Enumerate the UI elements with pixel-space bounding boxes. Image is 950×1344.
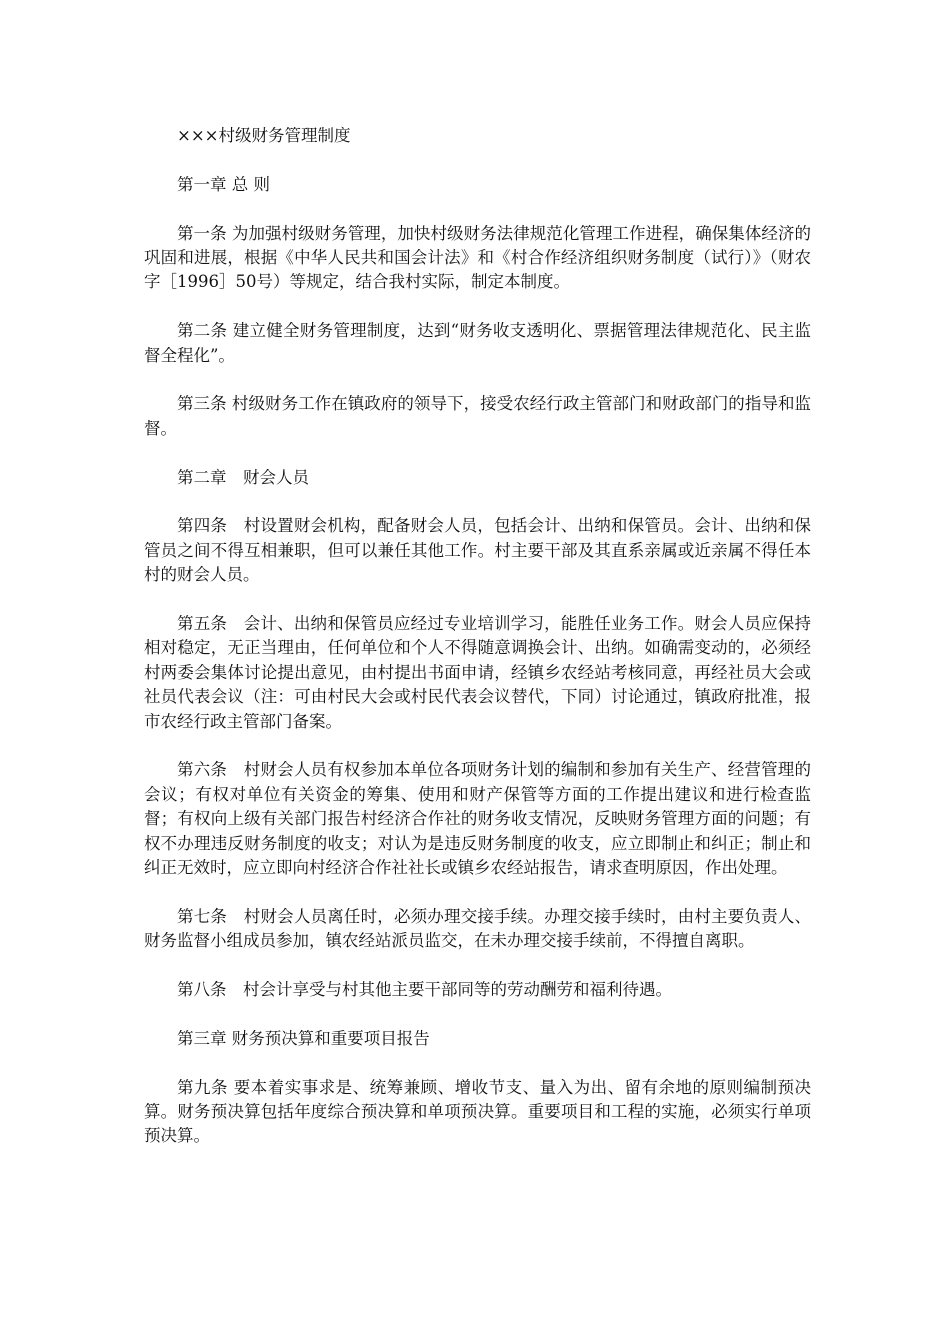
- document-title: ×××村级财务管理制度: [177, 126, 351, 145]
- article-7: 第七条 村财会人员离任时，必须办理交接手续。办理交接手续时，由村主要负责人、财务监督小组成员参加，镇农经站派员监交，在未办理交接手续前，不得擅自离职。: [144, 906, 811, 951]
- document-body: [144, 124, 811, 1173]
- article-4: 第四条 村设置财会机构，配备财会人员，包括会计、出纳和保管员。会计、出纳和保管员之间不得互相兼职，但可以兼任其他工作。村主要干部及其直系亲属或近亲属不得任本村的财会人员。: [144, 516, 811, 585]
- article-8: 第八条 村会计享受与村其他主要干部同等的劳动酬劳和福利待遇。: [177, 980, 672, 1000]
- article-1: 第一条 为加强村级财务管理，加快村级财务法律规范化管理工作进程，确保集体经济的巩固和进展，根据《中华人民共和国会计法》和《村合作经济组织财务制度（试行）》（财农字［1996］50号）等规定，结合我村实际，制定本制度。: [144, 223, 811, 292]
- chapter-3-heading: 第三章 财务预决算和重要项目报告: [177, 1028, 430, 1048]
- article-9: 第九条 要本着实事求是、统筹兼顾、增收节支、量入为出、留有余地的原则编制预决算。财务预决算包括年度综合预决算和单项预决算。重要项目和工程的实施，必须实行单项预决算。: [144, 1077, 811, 1146]
- chapter-2-heading: 第二章 财会人员: [177, 467, 309, 487]
- article-6: 第六条 村财会人员有权参加本单位各项财务计划的编制和参加有关生产、经营管理的会议；有权对单位有关资金的筹集、使用和财产保管等方面的工作提出建议和进行检查监督；有权向上级有关部门报告村经济合作社的财务收支情况，反映财务管理方面的问题；有权不办理违反财务制度的收支；对认为是违反财务制度的收支，应立即制止和纠正；制止和纠正无效时，应立即向村经济合作社社长或镇乡农经站报告，请求查明原因，作出处理。: [144, 760, 811, 878]
- article-2: 第二条 建立健全财务管理制度，达到“财务收支透明化、票据管理法律规范化、民主监督全程化”。: [144, 321, 811, 365]
- chapter-1-heading: 第一章 总 则: [177, 174, 270, 194]
- article-3: 第三条 村级财务工作在镇政府的领导下，接受农经行政主管部门和财政部门的指导和监督。: [144, 394, 811, 438]
- article-5: 第五条 会计、出纳和保管员应经过专业培训学习，能胜任业务工作。财会人员应保持相对稳定，无正当理由，任何单位和个人不得随意调换会计、出纳。如确需变动的，必须经村两委会集体讨论提出意见，由村提出书面申请，经镇乡农经站考核同意，再经社员大会或社员代表会议（注：可由村民大会或村民代表会议替代，下同）讨论通过，镇政府批准，报市农经行政主管部门备案。: [144, 614, 811, 731]
